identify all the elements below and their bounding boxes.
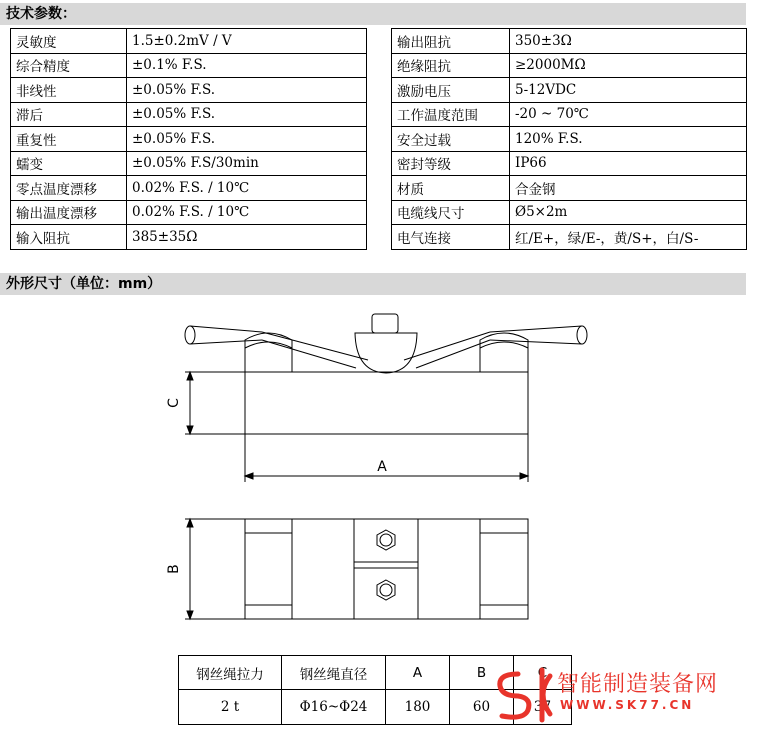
center-dome: [355, 333, 417, 373]
table-row: [392, 200, 747, 225]
param-name: 输出阻抗: [392, 29, 510, 54]
table-row: [11, 53, 367, 78]
param-value: 0.02% F.S. / 10℃: [127, 200, 367, 225]
param-value: 5-12VDC: [510, 78, 747, 103]
center-knob: [372, 314, 398, 333]
param-name: 零点温度漂移: [11, 176, 127, 201]
param-name: 密封等级: [392, 151, 510, 176]
watermark-url: WWW.SK77.CN: [560, 698, 695, 712]
param-value: ±0.05% F.S/30min: [127, 151, 367, 176]
param-value: 350±3Ω: [510, 29, 747, 54]
param-value: 红/E+，绿/E-，黄/S+，白/S-: [510, 225, 747, 250]
param-name: 综合精度: [11, 53, 127, 78]
param-name: 绝缘阻抗: [392, 53, 510, 78]
param-name: 重复性: [11, 127, 127, 152]
right-saddle: [480, 333, 528, 372]
table-row: [11, 78, 367, 103]
param-name: 非线性: [11, 78, 127, 103]
param-value: ±0.05% F.S.: [127, 102, 367, 127]
table-row: [392, 78, 747, 103]
table-row: [392, 176, 747, 201]
param-value: 1.5±0.2mV / V: [127, 29, 367, 54]
param-name: 安全过载: [392, 127, 510, 152]
header-cell: A: [386, 656, 450, 690]
header-cell: B: [450, 656, 514, 690]
table-row: [11, 151, 367, 176]
param-name: 材质: [392, 176, 510, 201]
bolt-icon: [377, 530, 395, 550]
spec-table-left: [10, 28, 367, 250]
param-value: ±0.05% F.S.: [127, 127, 367, 152]
cable-dip-left: [262, 332, 368, 368]
dimensions-heading: 外形尺寸（单位：mm）: [0, 273, 746, 295]
param-name: 灵敏度: [11, 29, 127, 54]
header-cell: C: [514, 656, 572, 690]
dimension-c-label: C: [166, 398, 182, 408]
spec-table-right: [391, 28, 747, 250]
table-cell: 60: [450, 690, 514, 725]
table-row: [11, 200, 367, 225]
table-row: [11, 29, 367, 54]
table-row: [11, 225, 367, 250]
bolt-icon: [377, 580, 395, 600]
logo-k-arm-icon: [543, 676, 550, 714]
param-value: -20 ~ 70℃: [510, 102, 747, 127]
table-row: [392, 53, 747, 78]
header-cell: 钢丝绳直径: [282, 656, 386, 690]
table-cell: 180: [386, 690, 450, 725]
table-row: [392, 102, 747, 127]
param-value: 385±35Ω: [127, 225, 367, 250]
table-row: [11, 102, 367, 127]
param-value: IP66: [510, 151, 747, 176]
param-name: 电气连接: [392, 225, 510, 250]
dimension-a-label: A: [377, 459, 387, 475]
param-name: 电缆线尺寸: [392, 200, 510, 225]
param-value: 0.02% F.S. / 10℃: [127, 176, 367, 201]
param-value: 合金钢: [510, 176, 747, 201]
cable-right: [490, 326, 582, 344]
left-saddle: [245, 333, 292, 372]
param-value: 120% F.S.: [510, 127, 747, 152]
table-cell: 37: [514, 690, 572, 725]
param-name: 蠕变: [11, 151, 127, 176]
param-value: Ø5×2m: [510, 200, 747, 225]
table-row: [392, 151, 747, 176]
table-row: [392, 225, 747, 250]
tech-params-heading: 技术参数：: [0, 3, 746, 25]
param-name: 滞后: [11, 102, 127, 127]
side-view-drawing: [150, 300, 610, 490]
param-name: 激励电压: [392, 78, 510, 103]
param-value: ±0.1% F.S.: [127, 53, 367, 78]
top-view-drawing: [150, 505, 610, 635]
load-cell-body: [245, 372, 528, 434]
table-cell: 2 t: [179, 690, 282, 725]
logo-s-icon: [500, 674, 529, 717]
watermark-site-name: 智能制造装备网: [557, 672, 719, 697]
cable-left: [190, 326, 262, 344]
table-row: [11, 176, 367, 201]
param-name: 输出温度漂移: [11, 200, 127, 225]
param-value: ±0.05% F.S.: [127, 78, 367, 103]
table-row: [392, 127, 747, 152]
table-row: [11, 127, 367, 152]
table-row: [392, 29, 747, 54]
dimension-b-label: B: [166, 564, 182, 574]
table-cell: Φ16~Φ24: [282, 690, 386, 725]
dimension-c-line: [185, 372, 245, 434]
param-name: 工作温度范围: [392, 102, 510, 127]
header-cell: 钢丝绳拉力: [179, 656, 282, 690]
dimension-b-line: [185, 519, 245, 619]
param-name: 输入阻抗: [11, 225, 127, 250]
param-value: ≥2000MΩ: [510, 53, 747, 78]
